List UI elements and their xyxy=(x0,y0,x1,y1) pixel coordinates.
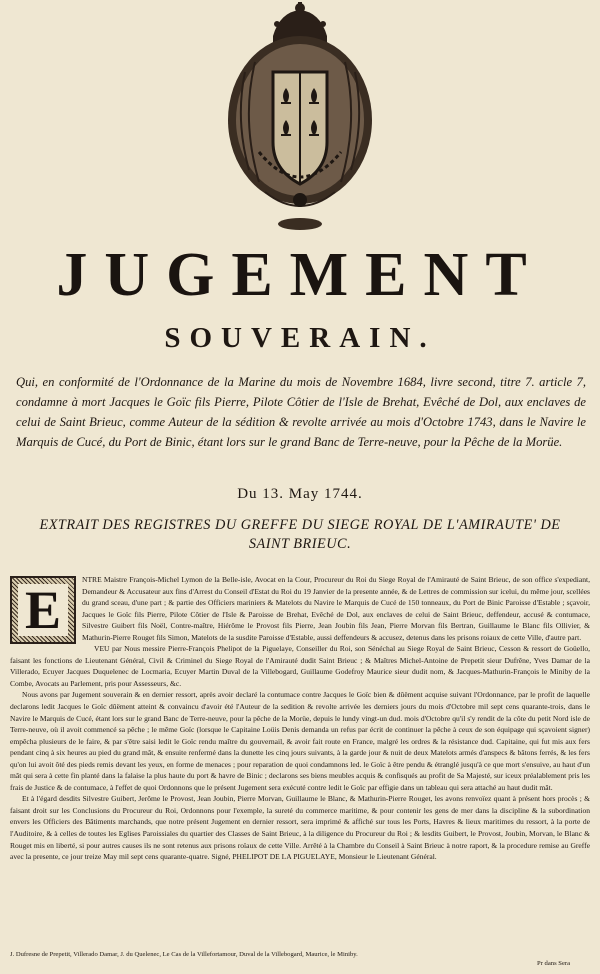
paragraph-parties: NTRE Maistre François-Michel Lymon de la Belle-isle, Avocat en la Cour, Procureur du Roi du Siege Royal de l'Amirauté de Saint Brieuc, de son office s'expediant, Demandeur & Accusateur aux fins d'Arrest du Conseil d'Estat du Roi du 19 Janvier de la presente année, & de Lettres de commission sur icelui, du même jour, scellées du grand sceau, d'une part ; & partie des Officiers mariniers & Matelots du Navire le Marquis de Cucé de 150 tonneaux, du Port de Binic Paroisse d'Estable ; sçavoir, Jacques le Goïc fils Pierre, Pilote Côtier de l'Isle & Paroisse de Brehat, Evêché de Dol, aux enclaves de celui de Saint Brieuc, deffendeur, accusé & contumace, Silvestre Guibert fils Noël, Contre-maître, Hiérôme le Provost fils Pierre, Jean Joubin fils Jean, Pierre Morvan fils Bertran, Guillaume le Blanc fils Ollivier, & Mathurin-Pierre Rouget fils Simon, Matelots de la susdite Paroisse d'Estable, aussi deffendeurs & accusez, detenus dans les prisons roiaux de cette Ville, d'autre part. xyxy=(82,575,590,642)
paragraph-release: Et à l'égard desdits Silvestre Guibert, Jerôme le Provost, Jean Joubin, Pierre Morvan, Guillaume le Blanc, & Mathurin-Pierre Rouget, les avons renvoïez quant à présent hors procès ; & faisant droit sur les Conclusions du Procureur du Roi, Ordonnons pour l'exemple, la sureté du commerce maritime, & pour contenir les gens de mer dans la discipline & la subordination envers les Officiers des Bâtiments marchands, que notre présent Jugement en dernier ressort, sera imprimé & affiché sur tous les Ports, Havres & lieux maritimes du ressort, à la porte de l'Auditoire, & à celles de toutes les Eglises Paroissiales du quartier des Classes de Saint Brieuc, à la diligence du Procureur du Roi ; & lesdits Guibert, le Provost, Joubin, Morvan, le Blanc & Rouget mis en liberté, si pour autres causes ils ne sont retenus aux prisons roïaux de cette Ville. Arrêté à la Chambre du Conseil à Saint Brieuc à notre raport, & la procedure remise au Greffe avec la presente, ce jour treize May mil sept cens quarante-quatre. Signé, PHELIPOT DE LA PIGUELAYE, Monsieur le Lieutenant Général. xyxy=(10,794,590,862)
signatures-line: J. Dufresne de Prepetit, Villerado Damar, J. du Quelenec, Le Cas de la Villefortamour, Duval de la Villebogard, Maurice, le Miniby. xyxy=(10,951,358,958)
judgment-summary: Qui, en conformité de l'Ordonnance de la Marine du mois de Novembre 1684, livre second, titre 7. article 7, condamne à mort Jacques le Goïc fils Pierre, Pilote Côtier de l'Isle de Brehat, Evêché de Dol, aux enclaves de celui de Saint Brieuc, comme Auteur de la sédition & revolte arrivée au mois d'Octobre 1743, dans le Navire le Marquis de Cucé, du Port de Binic, étant lors sur le grand Banc de Terre-neuve, pour la Pêche de la Morüe. xyxy=(16,375,586,449)
ornamental-dropcap xyxy=(10,576,76,644)
paragraph-court: VEU par Nous messire Pierre-François Phelipot de la Piguelaye, Conseiller du Roi, son Sénéchal au Siege Royal de Saint Brieuc, Cesson & ressort de Goüello, faisant les fonctions de Lieutenant Général, Civil & Criminel du Siege Royal de l'Amirauté dudit Saint Brieuc ; & Maîtres Michel-Antoine de Prepetit sieur Dufrêne, Yves Damar de la Villerado, Ecuyer Jacques Duquelenec de Locmaria, Ecuyer Martin Duval de la Villebogard, Guillaume Godefroy Maurice sieur dudit nom, & Jacques-Mathurin-François le Miniby de la Combe, Avocats au Parlement, pris pour Assesseurs, &c. xyxy=(10,644,590,688)
royal-coat-of-arms-icon xyxy=(225,2,375,234)
registry-extract-heading: EXTRAIT DES REGISTRES DU GREFFE DU SIEGE ROYAL DE L'AMIRAUTE' DE SAINT BRIEUC. xyxy=(39,517,561,552)
footer-note: Pr dans Sera xyxy=(537,960,570,967)
paragraph-sentence: Nous avons par Jugement souverain & en dernier ressort, après avoir declaré la contumace contre Jacques le Goïc bien & dûëment acquise suivant l'Ordonnance, par le profit de laquelle declarons ledit Jacques le Goïc dûëment atteint & convaincu d'avoir été l'Auteur de la sedition & revolte arrivée les derniers jours du mois d'Octobre mil sept cens quarante-trois, dans le Navire le Marquis de Cucé, étant lors sur le grand Banc de Terre-neuve, pour la pêche de la Morüe, depuis le lundy vingt-un dud. mois d'Octobre qu'il s'y rendit de la côte du petit Nord isle de Terre-neuve, où il avoit commencé sa pêche ; le même Goïc (lorsque le Capitaine Loüis Denis demanda un refus par écrit de continuer la pêche à ceux de son équipage qui sçavoient signer) empêcha plusieurs de le faire, & par s'être saisi ledit le Goïc rendu maître du gouvernail, & avoir fait route en France, malgré les ordres & la résistance dud. Capitaine, qui fut mis aux fers pendant cinq à six heures au pied du grand mât, & ensuite renfermé dans la dunette les cinq jours suivants, à la garde jour & nuit de deux Matelots armés d'anspecs & bâtons ferrés, & les fers qu'on lui avoit ôté des pieds remis devant les yeux, en forme de menaces ; pour reparation de quoi condamnons led. le Goïc à être pendu & étranglé jusqu'à ce que mort s'ensuive, au haut d'un mât qui sera à cette fin planté dans la falaise la plus haute du port & havre de Binic ; declarons ses biens meubles acquis & confisqués au profit de Sa Majesté, sur iceux préalablement pris les frais de Justice & de contumace, à l'effet de quoi Ordonnons que le présent Jugement sera exécuté contre ledit le Goïc par effigie dans un tableau qui sera attaché au haut dudit mât. xyxy=(10,690,590,792)
judgment-body xyxy=(10,574,590,863)
document-subtitle: SOUVERAIN. xyxy=(164,322,436,354)
document-title: JUGEMENT xyxy=(56,241,544,309)
dropcap-letter: E xyxy=(18,584,68,636)
judgment-date: Du 13. May 1744. xyxy=(237,486,363,502)
signatures-block xyxy=(10,950,590,968)
